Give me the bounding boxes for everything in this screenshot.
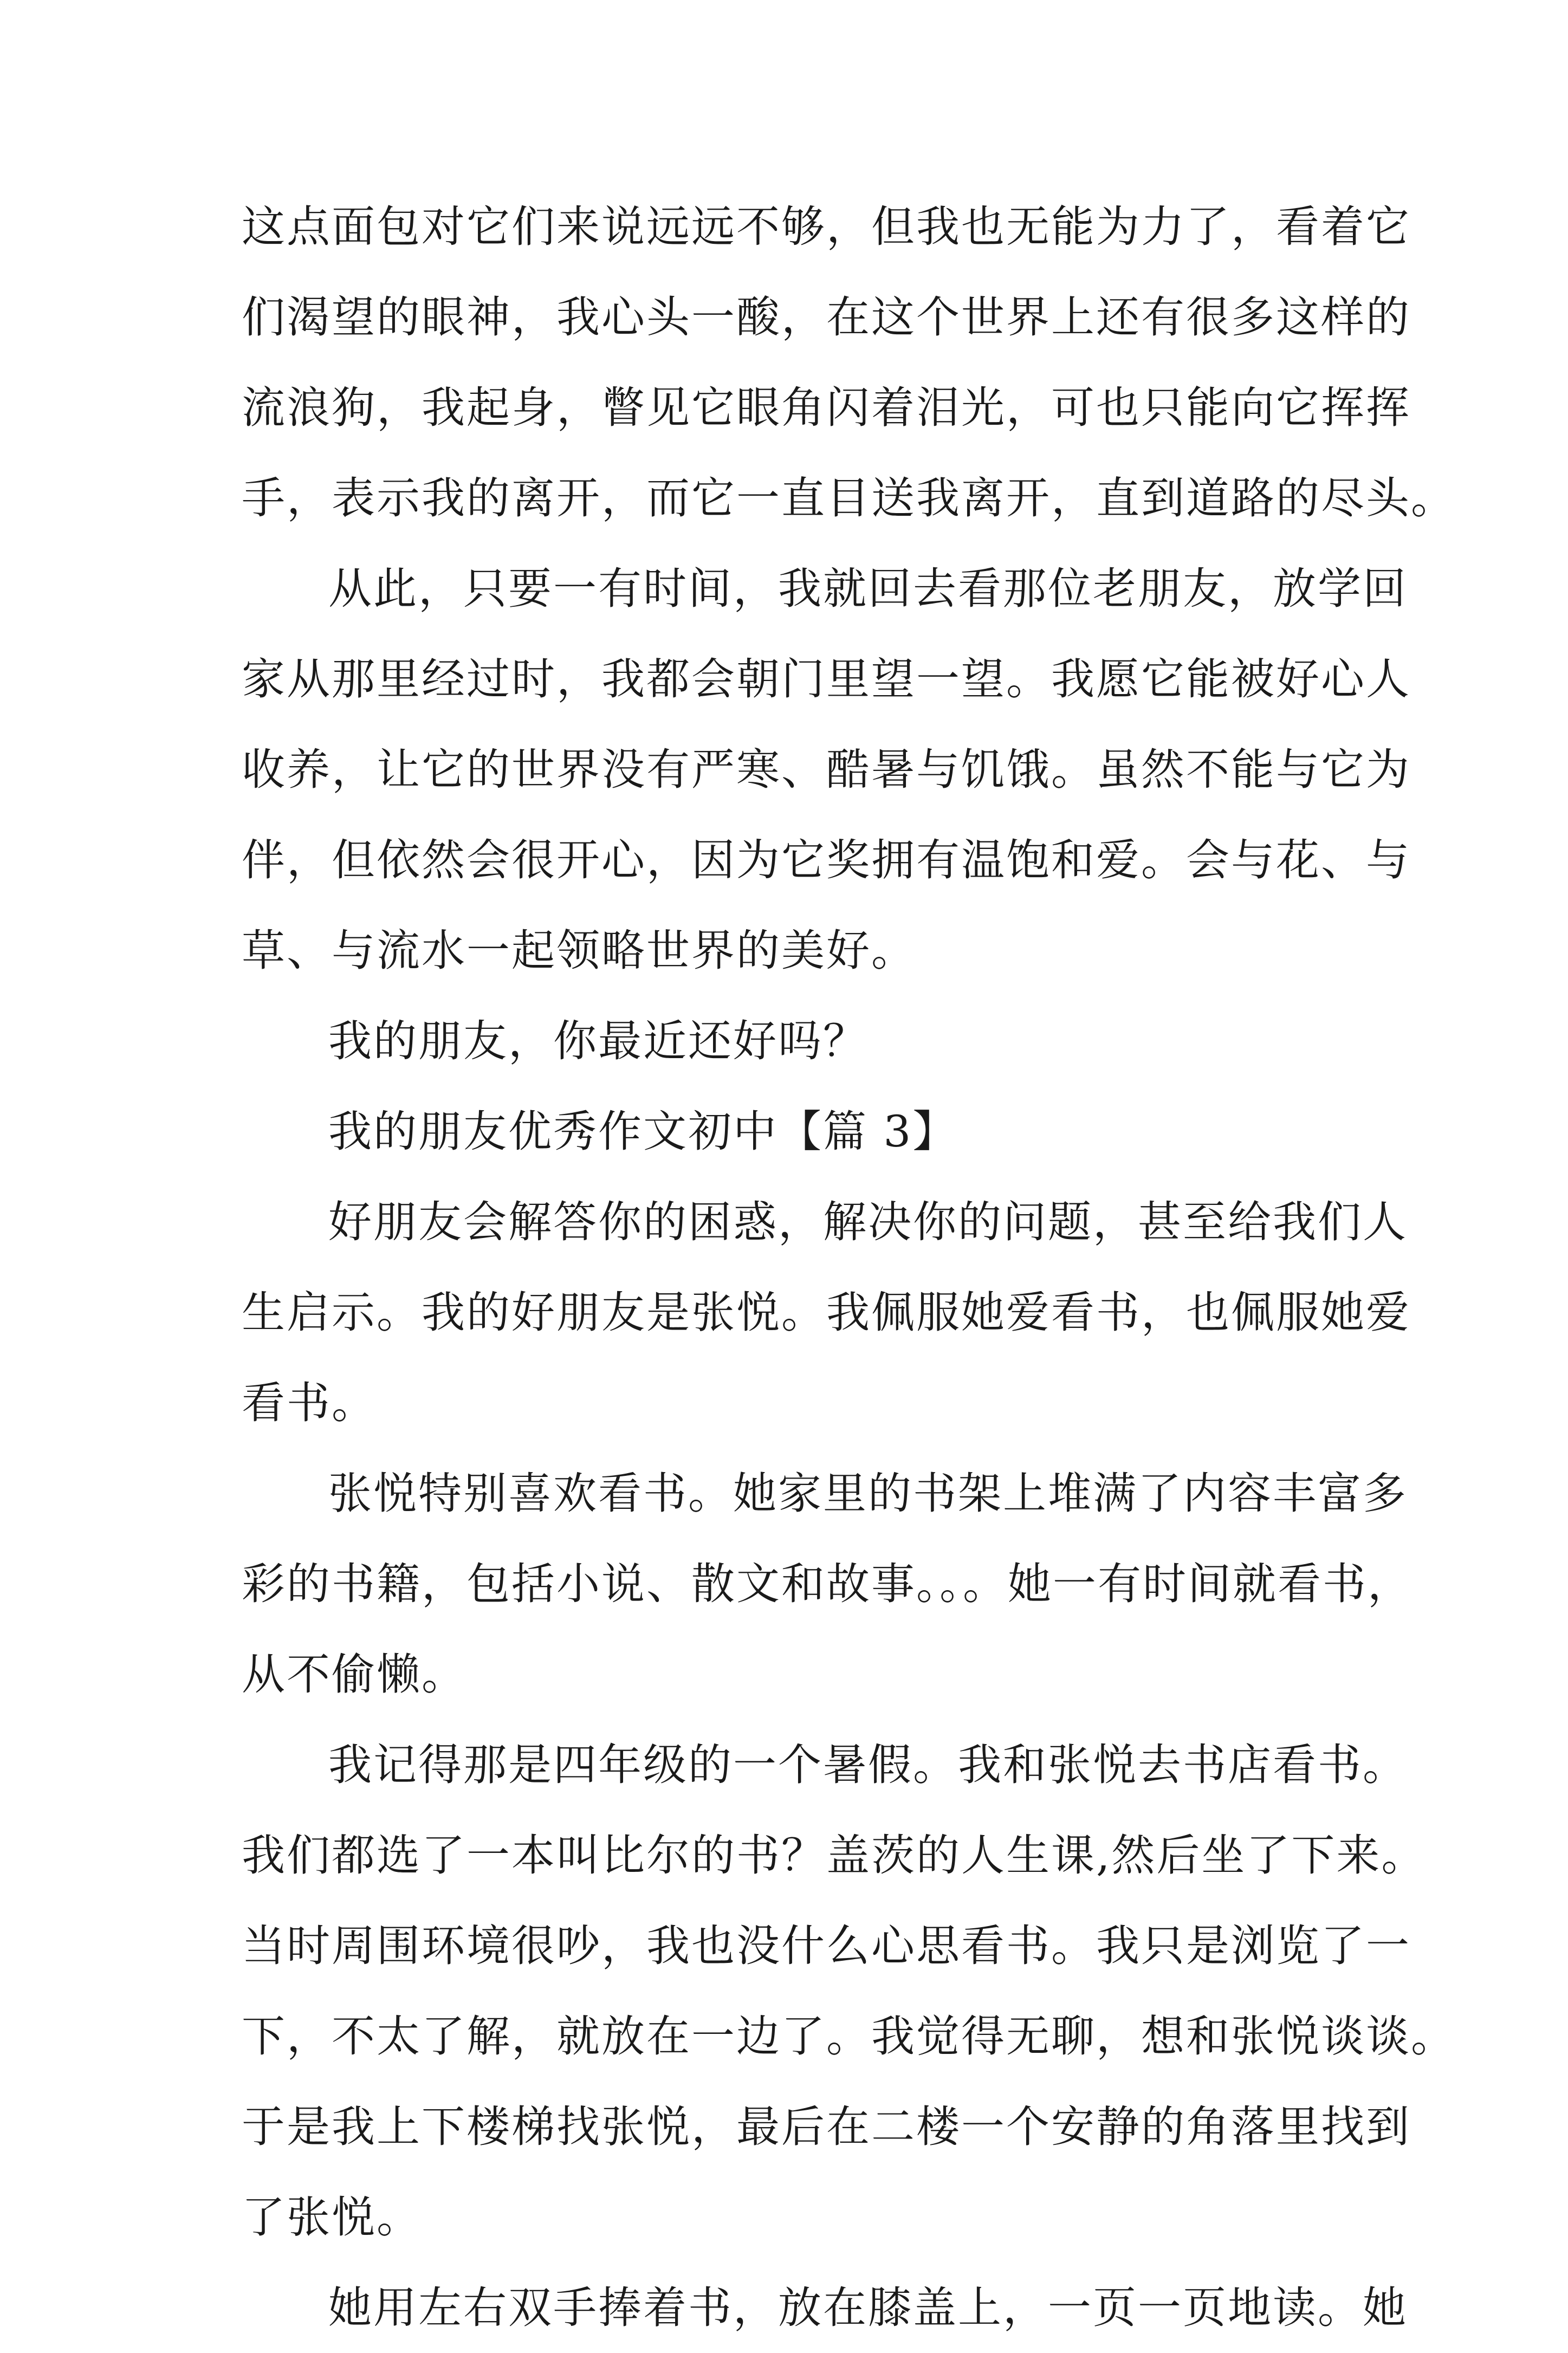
text-line: 生启示。我的好朋友是张悦。我佩服她爱看书，也佩服她爱 bbox=[242, 1287, 1411, 1338]
text-line: 流浪狗，我起身，瞥见它眼角闪着泪光，可也只能向它挥挥 bbox=[242, 383, 1411, 433]
text-line: 草、与流水一起领略世界的美好。 bbox=[242, 925, 916, 976]
text-line: 收养，让它的世界没有严寒、酷暑与饥饿。虽然不能与它为 bbox=[242, 744, 1411, 795]
text-line: 们渴望的眼神，我心头一酸，在这个世界上还有很多这样的 bbox=[242, 292, 1411, 342]
paragraph-start-line: 从此，只要一有时间，我就回去看那位老朋友，放学回 bbox=[328, 563, 1408, 614]
text-line: 当时周围环境很吵，我也没什么心思看书。我只是浏览了一 bbox=[242, 1921, 1411, 1971]
text-line: 这点面包对它们来说远远不够，但我也无能为力了，看着它 bbox=[242, 202, 1411, 252]
text-line: 下，不太了解，就放在一边了。我觉得无聊，想和张悦谈谈。 bbox=[242, 2011, 1456, 2062]
paragraph-start-line: 好朋友会解答你的困惑，解决你的问题，甚至给我们人 bbox=[328, 1197, 1408, 1247]
section-heading: 我的朋友优秀作文初中【篇 3】 bbox=[328, 1106, 958, 1157]
text-line: 彩的书籍，包括小说、散文和故事。。。她一有时间就看书， bbox=[242, 1559, 1413, 1609]
paragraph-start-line: 她用左右双手捧着书，放在膝盖上，一页一页地读。她 bbox=[328, 2283, 1408, 2333]
text-line: 看书。 bbox=[242, 1378, 377, 1428]
text-line: 于是我上下楼梯找张悦，最后在二楼一个安静的角落里找到 bbox=[242, 2102, 1411, 2152]
paragraph-start-line: 我的朋友，你最近还好吗？ bbox=[328, 1016, 868, 1066]
text-line: 我们都选了一本叫比尔的书？盖茨的人生课,然后坐了下来。 bbox=[242, 1830, 1427, 1881]
text-line: 手，表示我的离开，而它一直目送我离开，直到道路的尽头。 bbox=[242, 473, 1456, 523]
essay-body bbox=[242, 182, 1456, 2353]
paragraph-start-line: 我记得那是四年级的一个暑假。我和张悦去书店看书。 bbox=[328, 1740, 1408, 1790]
paragraph-start-line: 张悦特别喜欢看书。她家里的书架上堆满了内容丰富多 bbox=[328, 1468, 1408, 1519]
text-line: 家从那里经过时，我都会朝门里望一望。我愿它能被好心人 bbox=[242, 654, 1411, 704]
text-line: 伴，但依然会很开心，因为它奖拥有温饱和爱。会与花、与 bbox=[242, 835, 1411, 885]
text-line: 从不偷懒。 bbox=[242, 1649, 466, 1700]
text-line: 了张悦。 bbox=[242, 2192, 422, 2242]
